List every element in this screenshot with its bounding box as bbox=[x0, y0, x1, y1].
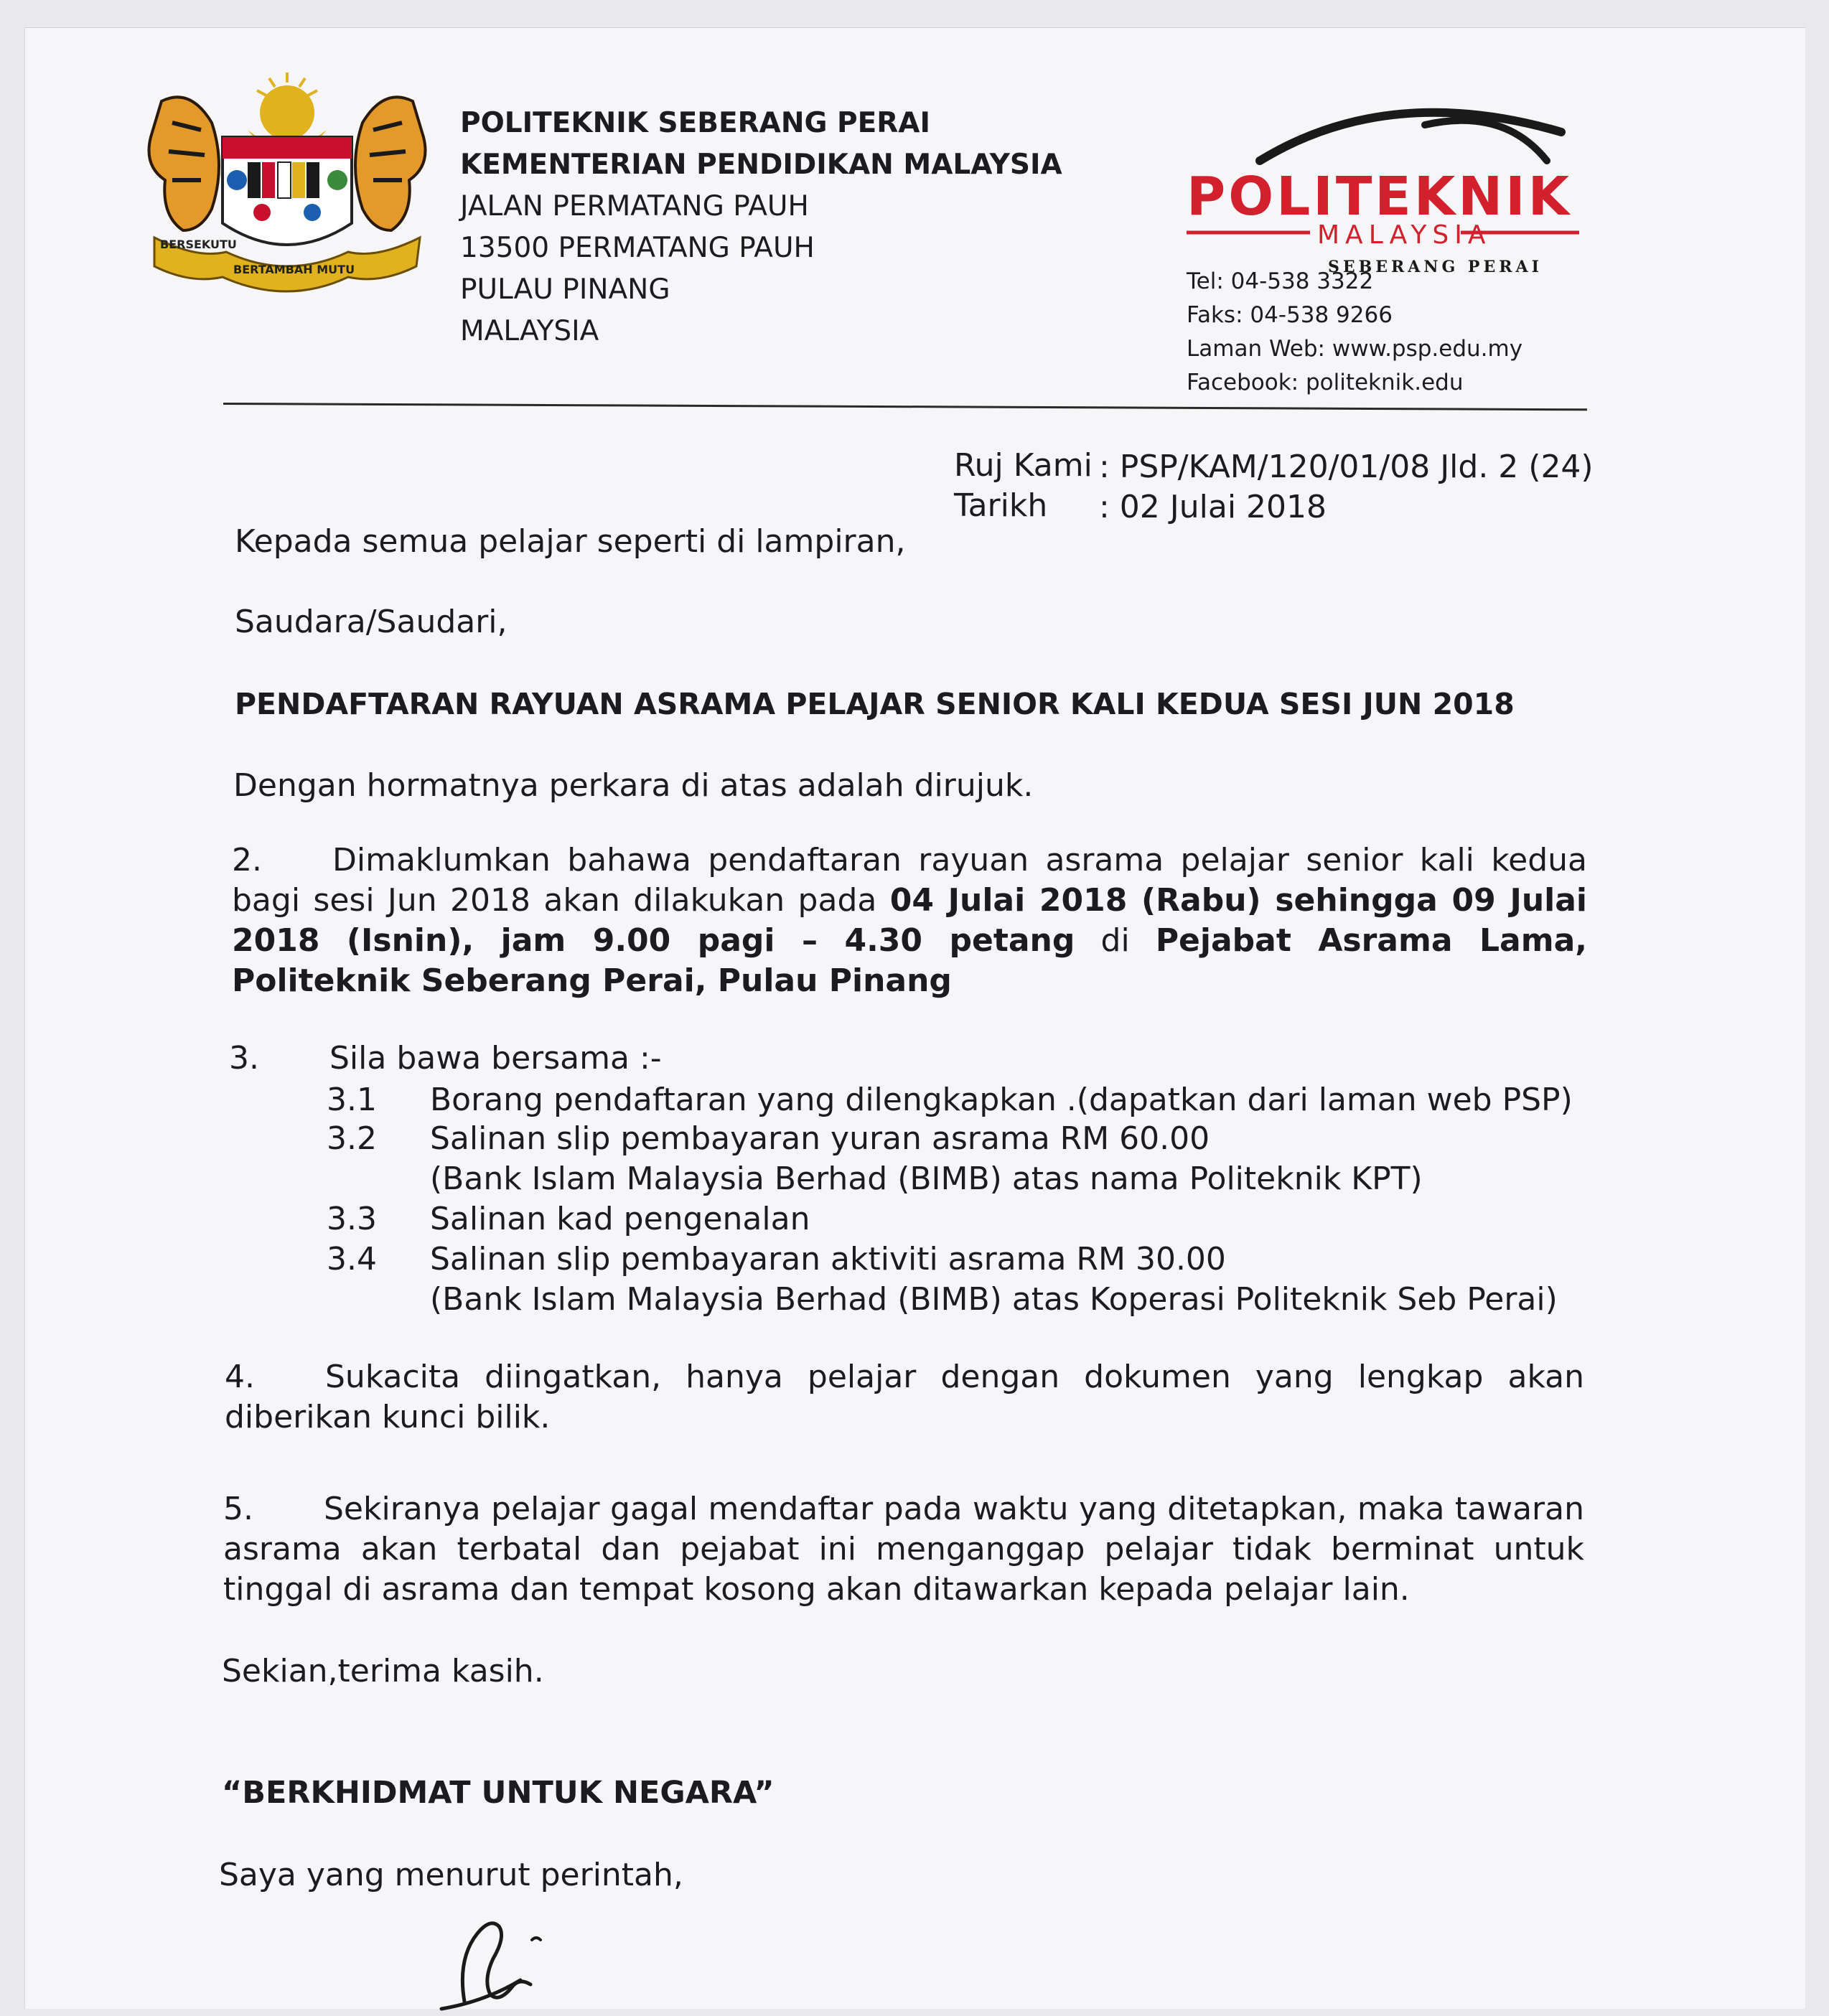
item-number: 3.1 bbox=[327, 1082, 377, 1118]
contact-block bbox=[1187, 265, 1522, 400]
address-line: JALAN PERMATANG PAUH bbox=[460, 190, 809, 222]
paragraph-2 bbox=[232, 840, 1587, 1001]
politeknik-logo bbox=[1181, 93, 1597, 279]
item-text: Salinan slip pembayaran aktiviti asrama RM 30.00 bbox=[430, 1241, 1226, 1277]
paragraph-5 bbox=[223, 1489, 1584, 1610]
paragraph-3-intro: Sila bawa bersama :- bbox=[329, 1040, 662, 1077]
date-value: : 02 Julai 2018 bbox=[1099, 489, 1327, 525]
subject-line: PENDAFTARAN RAYUAN ASRAMA PELAJAR SENIOR KALI KEDUA SESI JUN 2018 bbox=[235, 687, 1515, 721]
header-divider bbox=[223, 403, 1587, 411]
institution-header bbox=[460, 103, 1062, 352]
paragraph-text: di bbox=[1075, 922, 1156, 959]
logo-campus: SEBERANG PERAI bbox=[1328, 258, 1543, 276]
paragraph-text: Sekiranya pelajar gagal mendaftar pada waktu yang ditetapkan, maka tawaran asrama akan terbatal dan pejabat ini menganggap pelajar tidak berminat untuk tinggal di asrama dan tempat kosong akan ditawarkan kepada pelajar lain. bbox=[223, 1491, 1584, 1608]
registration-venue: Pejabat Asrama Lama, Politeknik Seberang Perai, Pulau Pinang bbox=[232, 922, 1587, 999]
contact-facebook: Facebook: politeknik.edu bbox=[1187, 370, 1464, 395]
contact-fax: Faks: 04-538 9266 bbox=[1187, 302, 1393, 328]
item-text: Salinan slip pembayaran yuran asrama RM 60.00 bbox=[430, 1120, 1210, 1157]
ministry-name: KEMENTERIAN PENDIDIKAN MALAYSIA bbox=[460, 149, 1062, 181]
paragraph-text: Dimaklumkan bahawa pendaftaran rayuan asrama pelajar senior kali kedua bagi sesi Jun 2018 akan dilakukan pada bbox=[232, 842, 1587, 919]
registration-dates: 04 Julai 2018 (Rabu) sehingga 09 Julai 2018 (Isnin), jam 9.00 pagi – 4.30 petang bbox=[232, 882, 1587, 959]
signoff-line: Saya yang menurut perintah, bbox=[219, 1857, 683, 1893]
coat-of-arms-logo bbox=[140, 72, 434, 309]
paragraph-number: 2. bbox=[232, 842, 262, 878]
ref-value: : PSP/KAM/120/01/08 Jld. 2 (24) bbox=[1099, 449, 1594, 485]
opening-line: Dengan hormatnya perkara di atas adalah dirujuk. bbox=[233, 767, 1034, 804]
paragraph-text: Sukacita diingatkan, hanya pelajar dengan dokumen yang lengkap akan diberikan kunci bilik. bbox=[225, 1359, 1584, 1435]
item-subtext: (Bank Islam Malaysia Berhad (BIMB) atas Koperasi Politeknik Seb Perai) bbox=[430, 1281, 1558, 1318]
contact-tel: Tel: 04-538 3322 bbox=[1187, 268, 1374, 294]
address-line: MALAYSIA bbox=[460, 315, 599, 347]
crest-motto-left: BERSEKUTU bbox=[160, 238, 237, 251]
closing-line: Sekian,terima kasih. bbox=[222, 1653, 544, 1689]
paragraph-4 bbox=[225, 1357, 1584, 1438]
signature bbox=[398, 1894, 585, 2016]
date-label: Tarikh bbox=[954, 487, 1048, 524]
item-text: Borang pendaftaran yang dilengkapkan .(dapatkan dari laman web PSP) bbox=[430, 1082, 1573, 1118]
paragraph-number: 3. bbox=[229, 1040, 259, 1077]
logo-brand: POLITEKNIK bbox=[1187, 166, 1573, 228]
salutation: Saudara/Saudari, bbox=[235, 604, 507, 640]
item-subtext: (Bank Islam Malaysia Berhad (BIMB) atas nama Politeknik KPT) bbox=[430, 1161, 1423, 1197]
item-number: 3.3 bbox=[327, 1201, 377, 1237]
motto-line: “BERKHIDMAT UNTUK NEGARA” bbox=[222, 1775, 775, 1811]
institution-name: POLITEKNIK SEBERANG PERAI bbox=[460, 107, 931, 139]
ref-label: Ruj Kami bbox=[954, 447, 1093, 484]
paragraph-number: 4. bbox=[225, 1359, 255, 1395]
paragraph-number: 5. bbox=[223, 1491, 253, 1527]
recipient-line: Kepada semua pelajar seperti di lampiran, bbox=[235, 523, 906, 560]
logo-country: MALAYSIA bbox=[1317, 220, 1492, 250]
contact-website: Laman Web: www.psp.edu.my bbox=[1187, 336, 1523, 362]
crest-motto-bottom: BERTAMBAH MUTU bbox=[233, 263, 355, 276]
item-text: Salinan kad pengenalan bbox=[430, 1201, 810, 1237]
letter-page bbox=[24, 27, 1805, 2009]
address-line: 13500 PERMATANG PAUH bbox=[460, 232, 815, 264]
address-line: PULAU PINANG bbox=[460, 273, 670, 306]
item-number: 3.4 bbox=[327, 1241, 377, 1277]
item-number: 3.2 bbox=[327, 1120, 377, 1157]
